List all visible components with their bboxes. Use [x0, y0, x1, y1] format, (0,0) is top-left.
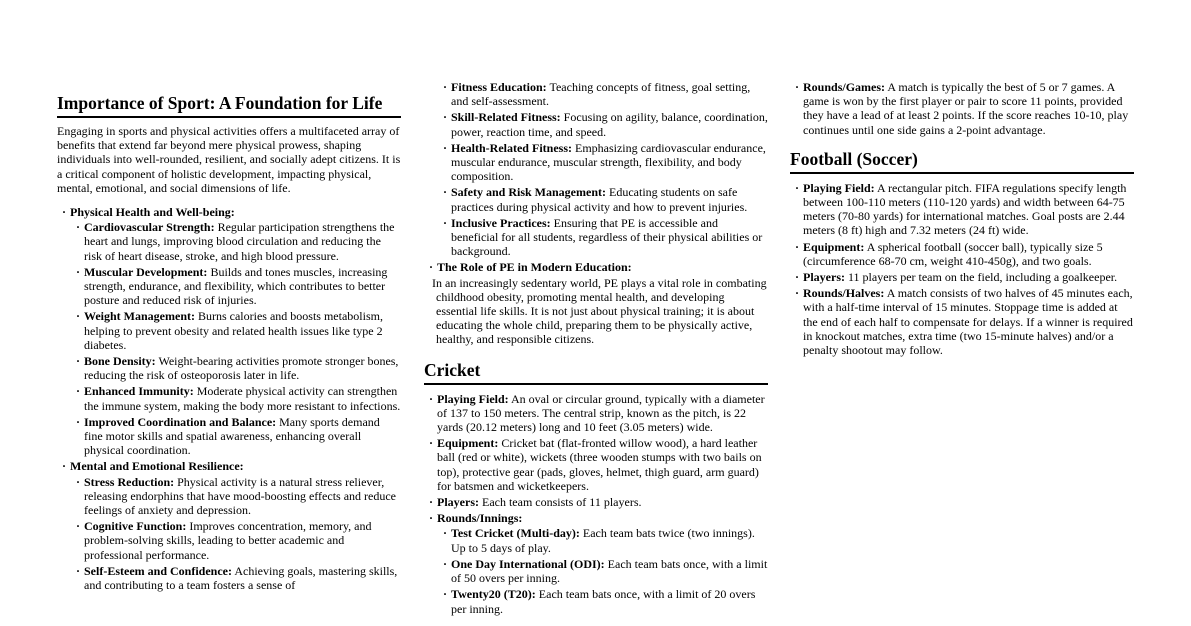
- item-description: Physical activity is a natural stress reliever, releasing endorphins that have mood-boosting effects and reduce feelings of anxiety and depression.: [84, 474, 397, 518]
- item-description: Each team bats once, with a limit of 50 overs per inning.: [451, 556, 768, 586]
- item-term: Players:: [803, 270, 845, 285]
- item-term: Rounds/Games:: [803, 80, 886, 94]
- list-item-physical-health: [70, 205, 401, 457]
- list-item: [451, 557, 768, 585]
- item-description: Educating students on safe practices during physical activity and how to prevent injuries.: [451, 185, 748, 214]
- page-title: Importance of Sport: A Foundation for Life: [57, 93, 401, 118]
- item-term: Enhanced Immunity:: [84, 384, 194, 399]
- mental-resilience-sublist: [70, 475, 401, 593]
- item-term: Twenty20 (T20):: [451, 587, 536, 602]
- section-title-football: Football (Soccer): [790, 149, 1134, 174]
- list-item: [84, 475, 401, 518]
- item-description: Many sports demand fine motor skills and spatial awareness, enhancing overall physical coordination.: [84, 414, 380, 458]
- item-term: Cardiovascular Strength:: [84, 220, 215, 235]
- list-item-rounds-innings: [437, 511, 768, 615]
- item-term: Playing Field:: [803, 180, 875, 195]
- list-item: [803, 181, 1134, 238]
- item-description: Burns calories and boosts metabolism, helping to prevent obesity and related health issues like type 2 diabetes.: [84, 309, 383, 352]
- item-term: Fitness Education:: [451, 80, 547, 94]
- football-list: [790, 181, 1134, 357]
- list-item: [451, 587, 768, 615]
- pe-components-list: [424, 80, 768, 258]
- item-term: Mental and Emotional Resilience:: [70, 459, 244, 474]
- item-term: Weight Management:: [84, 309, 195, 324]
- item-description: Each team consists of 11 players.: [481, 495, 642, 510]
- list-item: [451, 185, 768, 213]
- physical-health-sublist: [70, 220, 401, 457]
- item-description: Moderate physical activity can strengthen the immune system, making the body more resistant to infections.: [84, 384, 401, 413]
- item-description: Improves concentration, memory, and problem-solving skills, leading to better academic and professional performance.: [84, 519, 372, 562]
- item-term: Health-Related Fitness:: [451, 140, 572, 155]
- item-term: Players:: [437, 495, 479, 510]
- intro-paragraph: Engaging in sports and physical activities offers a multifaceted array of benefits that extend far beyond mere physical prowess, shaping individuals into well-rounded, resilient, and socially adept citizens. It is a critical component of holistic development, impacting physical, mental, emotional, and social dimensions of life.: [57, 124, 401, 195]
- item-term: Safety and Risk Management:: [451, 185, 606, 200]
- list-item: [451, 80, 768, 108]
- item-description: Achieving goals, mastering skills, and contributing to a team fosters a sense of: [84, 563, 398, 593]
- list-item: [803, 270, 1134, 284]
- list-item: [84, 415, 401, 458]
- item-description: A rectangular pitch. FIFA regulations specify length between 100-110 meters (110-120 yards) and width between 64-75 meters (70-80 yards) for international matches. Goal posts are 2.44 meters (8 ft) high and 7.32 meters (24 ft) wide.: [803, 180, 1127, 238]
- item-term: One Day International (ODI):: [451, 556, 605, 571]
- list-item: [803, 80, 1134, 137]
- item-term: Muscular Development:: [84, 264, 208, 279]
- list-item: [437, 495, 768, 509]
- section-title-cricket: Cricket: [424, 360, 768, 385]
- item-description: Regular participation strengthens the heart and lungs, improving blood circulation and reducing the risk of heart disease, stroke, and high blood pressure.: [84, 220, 395, 263]
- item-description: An oval or circular ground, typically with a diameter of 137 to 150 meters. The central strip, known as the pitch, is 22 yards (20.12 meters) long and 10 feet (3.05 meters) wide.: [437, 391, 765, 435]
- item-description: Cricket bat (flat-fronted willow wood), a hard leather ball (red or white), wickets (three wooden stumps with two bails on top), protective gear (pads, gloves, helmet, thigh guard, arm guard) for batsmen and wicketkeepers.: [437, 436, 762, 493]
- item-term: Playing Field:: [437, 391, 509, 406]
- item-description: Teaching concepts of fitness, goal setting, and self-assessment.: [451, 80, 751, 109]
- item-description: A match is typically the best of 5 or 7 games. A game is won by the first player or pair to score 11 points, provided they have a lead of at least 2 points. If the score reaches 10-10, play continues until one side gains a 2-point advantage.: [803, 80, 1129, 137]
- column-left: [57, 80, 401, 594]
- item-description: A match consists of two halves of 45 minutes each, with a half-time interval of 15 minutes. Stoppage time is added at the end of each half to compensate for delays. If a winner is required in knockout matches, extra time (two 15-minute halves) and/or a penalty shootout may follow.: [803, 286, 1133, 358]
- list-item: [437, 392, 768, 435]
- cricket-list: [424, 392, 768, 616]
- rounds-games-list: [790, 80, 1134, 137]
- item-term: Improved Coordination and Balance:: [84, 414, 277, 429]
- item-term: Test Cricket (Multi-day):: [451, 526, 580, 541]
- list-item: [84, 220, 401, 263]
- item-term: Equipment:: [437, 436, 499, 451]
- item-description: Each team bats twice (two innings). Up to 5 days of play.: [451, 526, 755, 555]
- item-description: A spherical football (soccer ball), typically size 5 (circumference 68-70 cm, weight 410-450g), and two goals.: [803, 239, 1103, 268]
- item-description: Weight-bearing activities promote stronger bones, reducing the risk of osteoporosis later in life.: [84, 354, 399, 383]
- list-item: [84, 564, 401, 592]
- list-item-mental-resilience: [70, 459, 401, 592]
- item-term: Stress Reduction:: [84, 474, 175, 489]
- innings-formats-sublist: [437, 526, 768, 615]
- item-term: Inclusive Practices:: [451, 215, 551, 230]
- list-item: [84, 384, 401, 412]
- item-description: Each team bats once, with a limit of 20 overs per inning.: [451, 587, 756, 616]
- item-description: Ensuring that PE is accessible and beneficial for all students, regardless of their physical abilities or background.: [451, 215, 763, 259]
- item-term: Cognitive Function:: [84, 519, 187, 534]
- column-middle: [424, 80, 768, 618]
- list-item: [437, 436, 768, 493]
- list-item: [451, 141, 768, 184]
- item-term: Skill-Related Fitness:: [451, 110, 561, 125]
- role-paragraph: In an increasingly sedentary world, PE plays a vital role in combating childhood obesity, promoting mental health, and developing essential life skills. It is not just about physical training; it is about educating the whole child, preparing them to be physically active, healthy, and responsible citizens.: [432, 275, 767, 347]
- item-term: Rounds/Halves:: [803, 286, 885, 301]
- list-item: [803, 240, 1134, 268]
- list-item: [451, 110, 768, 138]
- list-item: [84, 309, 401, 352]
- item-term: Physical Health and Well-being:: [70, 205, 235, 220]
- list-item: [84, 519, 401, 562]
- item-description: 11 players per team on the field, including a goalkeeper.: [847, 270, 1118, 285]
- column-right: [790, 80, 1134, 359]
- list-item-role-of-pe: [432, 260, 768, 347]
- list-item: [451, 526, 768, 554]
- benefits-list: [57, 205, 401, 592]
- list-item: [803, 286, 1134, 357]
- item-term: Self-Esteem and Confidence:: [84, 563, 232, 578]
- list-item: [451, 216, 768, 259]
- item-description: Focusing on agility, balance, coordination, power, reaction time, and speed.: [451, 110, 768, 139]
- item-term: The Role of PE in Modern Education:: [437, 260, 632, 275]
- item-description: Builds and tones muscles, increasing strength, endurance, and flexibility, which contributes to better posture and reduced risk of injuries.: [84, 264, 388, 308]
- item-description: Emphasizing cardiovascular endurance, muscular endurance, muscular strength, flexibility, and body composition.: [451, 140, 766, 184]
- list-item: [84, 265, 401, 308]
- item-term: Bone Density:: [84, 354, 156, 369]
- list-item: [84, 354, 401, 382]
- pe-role-list: [424, 260, 768, 346]
- item-term: Equipment:: [803, 239, 865, 254]
- item-term: Rounds/Innings:: [437, 511, 523, 526]
